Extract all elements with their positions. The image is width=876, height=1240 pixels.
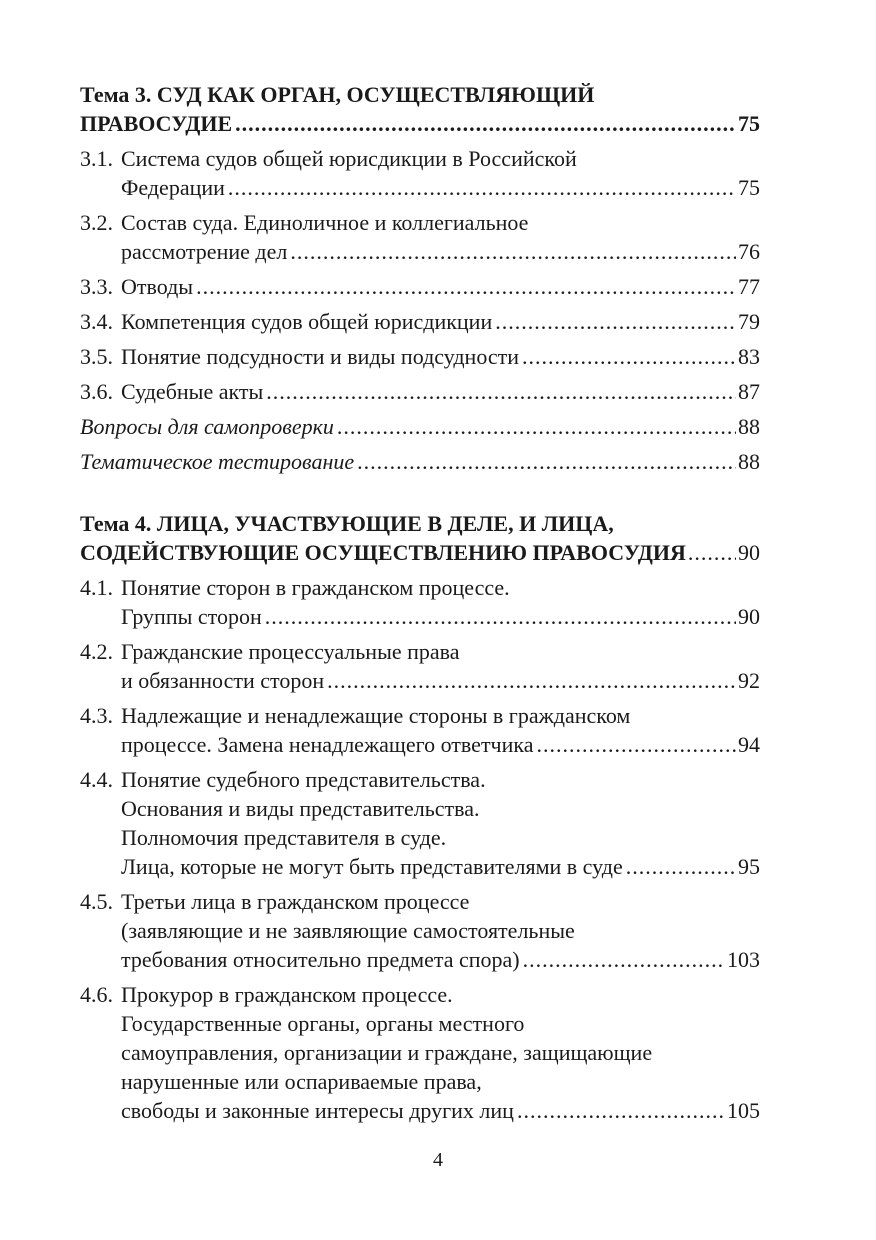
entry-number: 3.2.: [80, 210, 113, 235]
toc-entry-3-2[interactable]: [80, 208, 760, 266]
dot-leader: [357, 447, 736, 476]
entry-text-line: самоуправления, организации и граждане, защищающие: [121, 1040, 653, 1065]
entry-page: 87: [738, 379, 760, 404]
entry-page: 76: [738, 239, 760, 264]
dot-leader: [265, 602, 736, 631]
toc-entry-4-1[interactable]: [80, 573, 760, 631]
entry-number: 4.2.: [80, 639, 113, 664]
entry-text-last-line: Группы сторон: [121, 604, 262, 629]
toc-entry-4-2[interactable]: [80, 637, 760, 695]
entry-number: 3.5.: [80, 344, 113, 369]
dot-leader: [517, 1096, 725, 1125]
dot-leader: [235, 109, 736, 138]
entry-page: 95: [738, 854, 760, 879]
entry-text-line: Состав суда. Единоличное и коллегиальное: [121, 210, 529, 235]
dot-leader: [495, 307, 736, 336]
dot-leader: [523, 945, 725, 974]
entry-number: 3.4.: [80, 309, 113, 334]
entry-page: 88: [738, 449, 760, 474]
dot-leader: [327, 666, 736, 695]
toc-entry-3-6[interactable]: [80, 377, 760, 406]
entry-page: 83: [738, 344, 760, 369]
toc-entry-3-4[interactable]: [80, 307, 760, 336]
entry-text-last-line: Лица, которые не могут быть представителями в суде: [121, 854, 623, 879]
toc-entry-4-5[interactable]: [80, 887, 760, 974]
dot-leader: [228, 173, 736, 202]
testing-text: Тематическое тестирование: [80, 449, 355, 474]
entry-text-line: Государственные органы, органы местного: [121, 1011, 525, 1036]
entry-text-line: Понятие судебного представительства.: [121, 767, 486, 792]
entry-number: 3.1.: [80, 146, 113, 171]
toc-entry-3-3[interactable]: [80, 272, 760, 301]
entry-text-last-line: Понятие подсудности и виды подсудности: [121, 344, 520, 369]
dot-leader: [537, 730, 736, 759]
entry-page: 79: [738, 309, 760, 334]
page-number: 4: [433, 1149, 443, 1171]
dot-leader: [626, 852, 736, 881]
entry-text-last-line: процессе. Замена ненадлежащего ответчика: [121, 732, 534, 757]
entry-page: 77: [738, 274, 760, 299]
toc-entry-4-3[interactable]: [80, 701, 760, 759]
entry-number: 3.3.: [80, 274, 113, 299]
topic-3-heading[interactable]: [80, 80, 760, 138]
entry-number: 4.4.: [80, 767, 113, 792]
dot-leader: [266, 377, 736, 406]
topic-4-title-line2: СОДЕЙСТВУЮЩИЕ ОСУЩЕСТВЛЕНИЮ ПРАВОСУДИЯ: [80, 540, 686, 565]
toc-entry-4-4[interactable]: [80, 765, 760, 881]
entry-text-line: Система судов общей юрисдикции в Российской: [121, 146, 577, 171]
toc-entry-3-1[interactable]: [80, 144, 760, 202]
entry-text-line: Прокурор в гражданском процессе.: [121, 982, 453, 1007]
entry-page: 75: [738, 175, 760, 200]
toc-entry-self-check[interactable]: [80, 412, 760, 441]
entry-text-line: нарушенные или оспариваемые права,: [121, 1069, 482, 1094]
entry-text-last-line: Компетенция судов общей юрисдикции: [121, 309, 493, 334]
entry-text-last-line: Федерации: [121, 175, 225, 200]
entry-page: 105: [727, 1098, 760, 1123]
entry-text-last-line: и обязанности сторон: [121, 668, 325, 693]
entry-text-line: (заявляющие и не заявляющие самостоятельные: [121, 918, 575, 943]
entry-text-line: Гражданские процессуальные права: [121, 639, 460, 664]
entry-text-line: Основания и виды представительства.: [121, 796, 480, 821]
topic-4-page: 90: [738, 540, 760, 565]
entry-text-last-line: Отводы: [121, 274, 194, 299]
toc-entry-4-6[interactable]: [80, 980, 760, 1125]
entry-text-last-line: требования относительно предмета спора): [121, 947, 520, 972]
dot-leader: [290, 237, 736, 266]
topic-3-title-line2: ПРАВОСУДИЕ: [80, 111, 233, 136]
entry-text-line: Понятие сторон в гражданском процессе.: [121, 575, 510, 600]
entry-text-line: Третьи лица в гражданском процессе: [121, 889, 470, 914]
entry-text-last-line: Судебные акты: [121, 379, 264, 404]
topic-3-title-line1: Тема 3. СУД КАК ОРГАН, ОСУЩЕСТВЛЯЮЩИЙ: [80, 82, 595, 107]
dot-leader: [688, 538, 736, 567]
entry-text-line: Полномочия представителя в суде.: [121, 825, 447, 850]
entry-number: 3.6.: [80, 379, 113, 404]
entry-number: 4.6.: [80, 982, 113, 1007]
topic-4-heading[interactable]: [80, 509, 760, 567]
entry-number: 4.5.: [80, 889, 113, 914]
self-check-text: Вопросы для самопроверки: [80, 414, 334, 439]
toc-entry-3-5[interactable]: [80, 342, 760, 371]
topic-4-title-line1: Тема 4. ЛИЦА, УЧАСТВУЮЩИЕ В ДЕЛЕ, И ЛИЦА,: [80, 511, 614, 536]
dot-leader: [337, 412, 736, 441]
dot-leader: [522, 342, 736, 371]
topic-3-page: 75: [738, 111, 760, 136]
entry-number: 4.3.: [80, 703, 113, 728]
table-of-contents: [80, 80, 760, 1125]
entry-page: 90: [738, 604, 760, 629]
entry-page: 94: [738, 732, 760, 757]
entry-text-last-line: свободы и законные интересы других лиц: [121, 1098, 514, 1123]
entry-page: 88: [738, 414, 760, 439]
dot-leader: [196, 272, 736, 301]
entry-number: 4.1.: [80, 575, 113, 600]
entry-text-line: Надлежащие и ненадлежащие стороны в гражданском: [121, 703, 631, 728]
entry-page: 92: [738, 668, 760, 693]
entry-text-last-line: рассмотрение дел: [121, 239, 288, 264]
toc-entry-testing[interactable]: [80, 447, 760, 476]
entry-page: 103: [727, 947, 760, 972]
